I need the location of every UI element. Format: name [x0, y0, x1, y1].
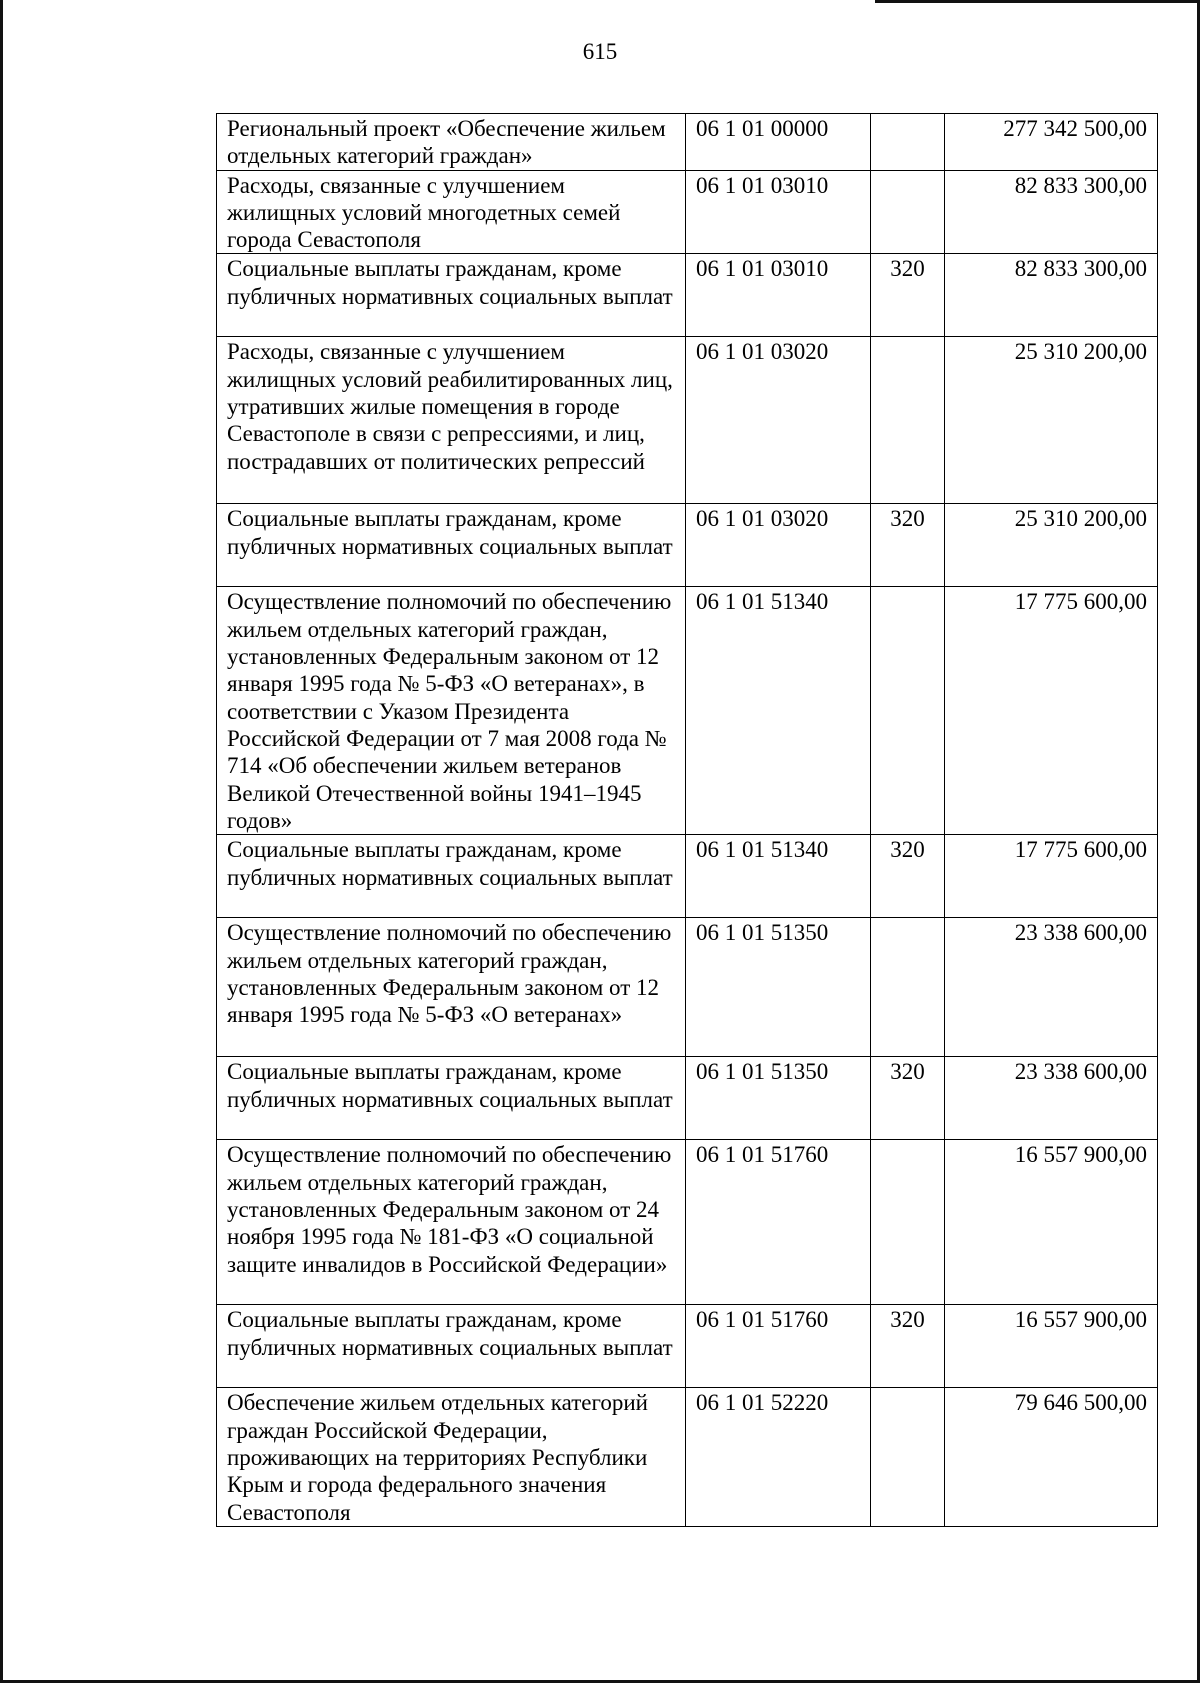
row-sum: 16 557 900,00: [945, 1305, 1158, 1388]
row-sum: 25 310 200,00: [945, 337, 1158, 504]
row-name: Региональный проект «Обеспечение жильем отдельных категорий граждан»: [217, 114, 686, 171]
row-sum: 25 310 200,00: [945, 504, 1158, 587]
row-type: 320: [871, 504, 945, 587]
row-name: Социальные выплаты гражданам, кроме публичных нормативных социальных выплат: [217, 1305, 686, 1388]
row-sum: 17 775 600,00: [945, 835, 1158, 918]
row-sum: 82 833 300,00: [945, 170, 1158, 254]
row-name: Осуществление полномочий по обеспечению жильем отдельных категорий граждан, установленных Федеральным законом от 12 января 1995 года № 5-ФЗ «О ветеранах»: [217, 918, 686, 1057]
row-code: 06 1 01 51760: [686, 1140, 871, 1305]
row-code: 06 1 01 00000: [686, 114, 871, 171]
row-sum: 82 833 300,00: [945, 254, 1158, 337]
row-name: Социальные выплаты гражданам, кроме публичных нормативных социальных выплат: [217, 835, 686, 918]
row-type: [871, 114, 945, 171]
row-type: [871, 1140, 945, 1305]
row-name: Социальные выплаты гражданам, кроме публичных нормативных социальных выплат: [217, 1057, 686, 1140]
row-type: [871, 587, 945, 835]
table-row: [217, 1305, 1158, 1388]
row-name: Обеспечение жильем отдельных категорий граждан Российской Федерации, проживающих на территориях Республики Крым и города федерального значения Севастополя: [217, 1388, 686, 1527]
row-code: 06 1 01 03020: [686, 504, 871, 587]
row-code: 06 1 01 03010: [686, 254, 871, 337]
row-type: [871, 337, 945, 504]
row-code: 06 1 01 03010: [686, 170, 871, 254]
row-code: 06 1 01 51340: [686, 587, 871, 835]
row-code: 06 1 01 51350: [686, 918, 871, 1057]
table-row: [217, 504, 1158, 587]
row-name: Расходы, связанные с улучшением жилищных условий многодетных семей города Севастополя: [217, 170, 686, 254]
row-name: Социальные выплаты гражданам, кроме публичных нормативных социальных выплат: [217, 504, 686, 587]
row-sum: 23 338 600,00: [945, 918, 1158, 1057]
row-code: 06 1 01 51340: [686, 835, 871, 918]
table-row: [217, 1140, 1158, 1305]
row-name: Осуществление полномочий по обеспечению жильем отдельных категорий граждан, установленных Федеральным законом от 12 января 1995 года № 5-ФЗ «О ветеранах», в соответствии с Указом Президента Российской Федерации от 7 мая 2008 года № 714 «Об обеспечении жильем ветеранов Великой Отечественной войны 1941–1945 годов»: [217, 587, 686, 835]
row-name: Осуществление полномочий по обеспечению жильем отдельных категорий граждан, установленных Федеральным законом от 24 ноября 1995 года № 181-ФЗ «О социальной защите инвалидов в Российской Федерации»: [217, 1140, 686, 1305]
table-row: [217, 835, 1158, 918]
row-type: [871, 918, 945, 1057]
row-name: Расходы, связанные с улучшением жилищных условий реабилитированных лиц, утративших жилые помещения в городе Севастополе в связи с репрессиями, и лиц, пострадавших от политических репрессий: [217, 337, 686, 504]
row-code: 06 1 01 51760: [686, 1305, 871, 1388]
budget-table: [216, 113, 1158, 1527]
scan-edge-left: [0, 0, 3, 1683]
table-row: [217, 170, 1158, 254]
row-code: 06 1 01 03020: [686, 337, 871, 504]
row-type: 320: [871, 1305, 945, 1388]
table-row: [217, 1057, 1158, 1140]
row-code: 06 1 01 51350: [686, 1057, 871, 1140]
row-sum: 23 338 600,00: [945, 1057, 1158, 1140]
table-row: [217, 337, 1158, 504]
row-type: [871, 170, 945, 254]
table-row: [217, 114, 1158, 171]
table-row: [217, 918, 1158, 1057]
row-sum: 277 342 500,00: [945, 114, 1158, 171]
page-number: 615: [582, 39, 618, 64]
row-type: [871, 1388, 945, 1527]
table-row: [217, 1388, 1158, 1527]
row-type: 320: [871, 254, 945, 337]
row-sum: 16 557 900,00: [945, 1140, 1158, 1305]
row-sum: 17 775 600,00: [945, 587, 1158, 835]
row-type: 320: [871, 835, 945, 918]
table-row: [217, 587, 1158, 835]
row-name: Социальные выплаты гражданам, кроме публичных нормативных социальных выплат: [217, 254, 686, 337]
table-row: [217, 254, 1158, 337]
row-sum: 79 646 500,00: [945, 1388, 1158, 1527]
scan-edge-top: [875, 0, 1200, 3]
row-code: 06 1 01 52220: [686, 1388, 871, 1527]
row-type: 320: [871, 1057, 945, 1140]
